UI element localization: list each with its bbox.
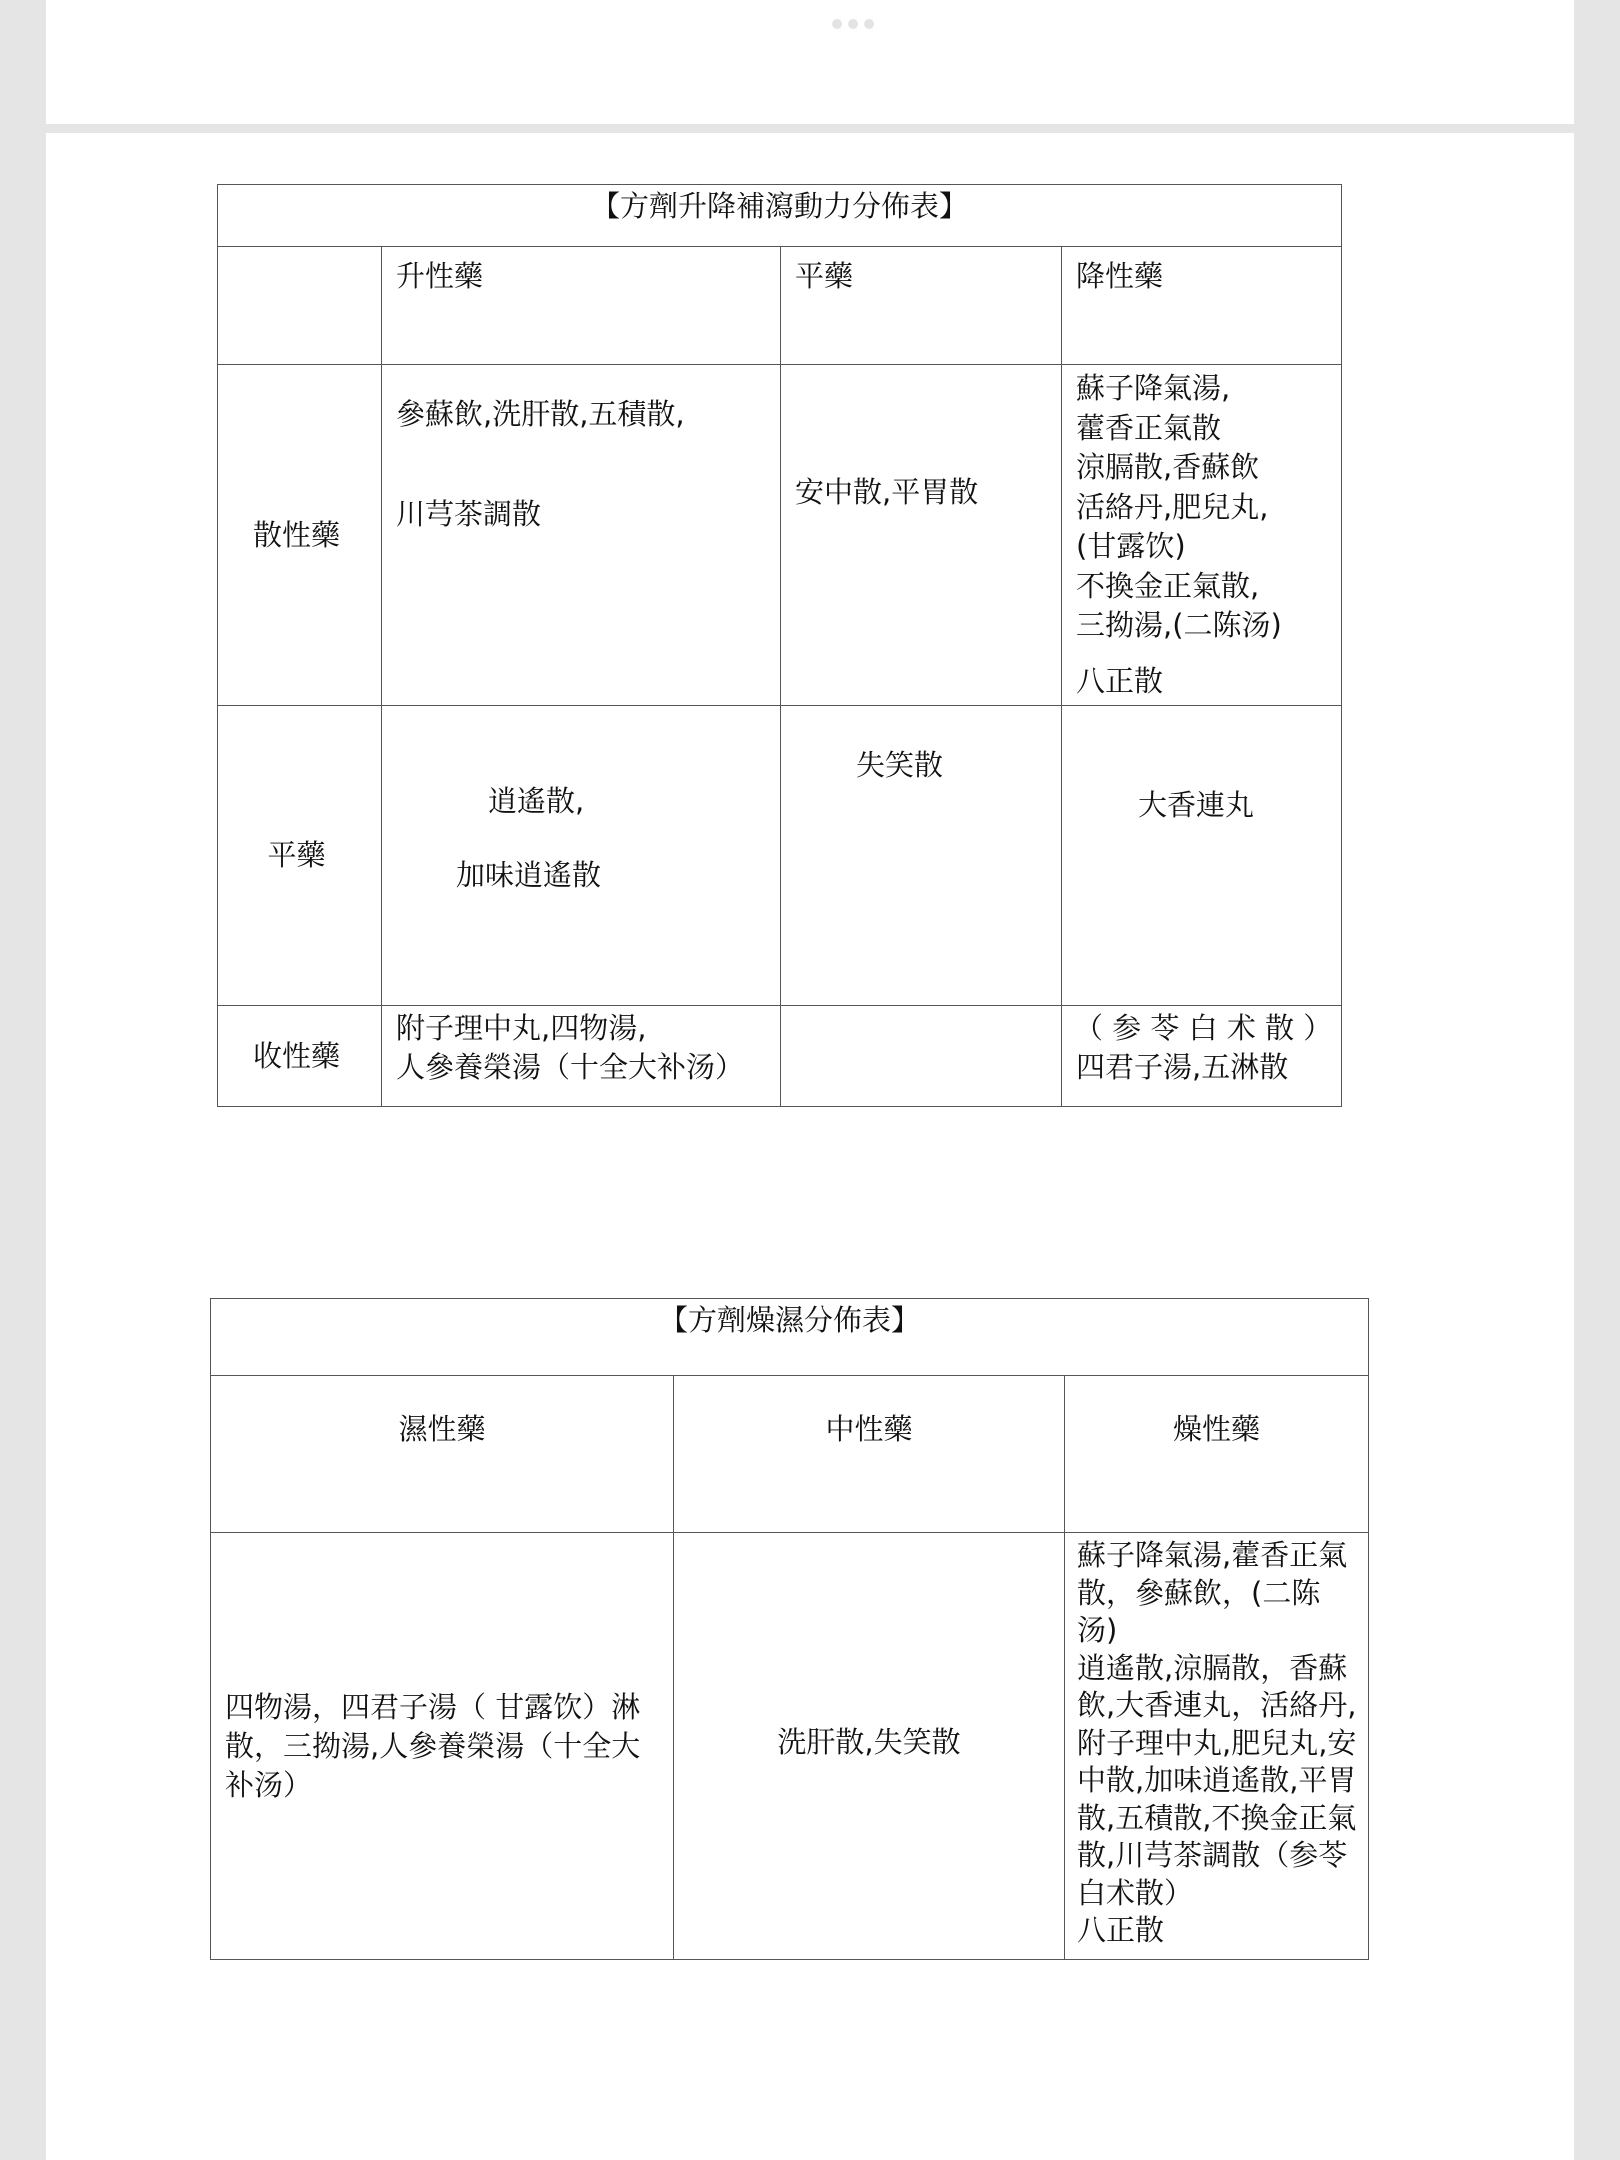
cell-text: 四君子湯,五淋散 xyxy=(1076,1050,1289,1084)
dynamics-distribution-table xyxy=(217,184,1342,1107)
cell-astringent-descending xyxy=(1062,1006,1342,1107)
cell-text: （ 参 苓 白 术 散 ） xyxy=(1074,1011,1333,1045)
col-header-dry: 燥性藥 xyxy=(1065,1376,1369,1533)
cell-damp: 四物湯，四君子湯（ 甘露饮）淋散，三拗湯,人參養榮湯（十全大补汤） xyxy=(211,1533,674,1960)
cell-text: 大香連丸 xyxy=(1138,788,1255,822)
cell-text-block xyxy=(1076,369,1282,701)
col-header-damp: 濕性藥 xyxy=(211,1376,674,1533)
cell-line: 不換金正氣散, xyxy=(1076,568,1260,603)
table-title: 【方劑升降補瀉動力分佈表】 xyxy=(218,185,1342,247)
col-header-descending: 降性藥 xyxy=(1062,247,1342,365)
cell-neutral: 洗肝散,失笑散 xyxy=(674,1533,1065,1960)
drag-handle-icon[interactable] xyxy=(832,19,874,29)
cell-line: 藿香正氣散 xyxy=(1076,410,1222,445)
cell-flat-descending xyxy=(1062,706,1342,1006)
cell-line: 八正散 xyxy=(1076,663,1164,698)
row-header-astringent: 收性藥 xyxy=(218,1006,382,1107)
col-header-neutral: 中性藥 xyxy=(674,1376,1065,1533)
top-panel xyxy=(46,0,1574,124)
cell-text: 附子理中丸,四物湯, xyxy=(396,1011,647,1045)
cell-dispersing-ascending xyxy=(382,365,781,706)
cell-dispersing-flat xyxy=(781,365,1062,706)
cell-astringent-ascending xyxy=(382,1006,781,1107)
cell-line: (甘露饮) xyxy=(1076,529,1186,563)
cell-text: 失笑散 xyxy=(856,748,944,782)
cell-dispersing-descending xyxy=(1062,365,1342,706)
cell-text: 逍遙散, xyxy=(488,784,585,818)
row-header-flat: 平藥 xyxy=(218,706,382,1006)
cell-line: 蘇子降氣湯, xyxy=(1076,371,1231,405)
cell-text: 安中散,平胃散 xyxy=(795,475,979,509)
cell-text: 參蘇飲,洗肝散,五積散, xyxy=(396,397,685,431)
cell-text: 人參養榮湯（十全大补汤） xyxy=(396,1050,745,1084)
cell-dry: 蘇子降氣湯,藿香正氣散，參蘇飲，(二陈汤) 逍遙散,涼膈散，香蘇飲,大香連丸，活絡丹,附子理中丸,肥兒丸,安中散,加味逍遙散,平胃散,五積散,不換金正氣散,川芎茶調散（参苓白术散） 八正散 xyxy=(1065,1533,1369,1960)
col-header-flat: 平藥 xyxy=(781,247,1062,365)
row-header-dispersing: 散性藥 xyxy=(218,365,382,706)
cell-text: 川芎茶調散 xyxy=(396,497,542,531)
cell-line: 活絡丹,肥兒丸, xyxy=(1076,489,1269,524)
cell-line: 三拗湯,(二陈汤) xyxy=(1076,608,1282,642)
table-title: 【方劑燥濕分佈表】 xyxy=(211,1299,1369,1376)
dry-damp-distribution-table xyxy=(210,1298,1369,1960)
cell-flat-ascending xyxy=(382,706,781,1006)
cell-line: 涼膈散,香蘇飲 xyxy=(1076,450,1260,484)
cell-astringent-flat xyxy=(781,1006,1062,1107)
cell-flat-flat xyxy=(781,706,1062,1006)
corner-cell xyxy=(218,247,382,365)
cell-text: 加味逍遙散 xyxy=(456,858,602,892)
col-header-ascending: 升性藥 xyxy=(382,247,781,365)
